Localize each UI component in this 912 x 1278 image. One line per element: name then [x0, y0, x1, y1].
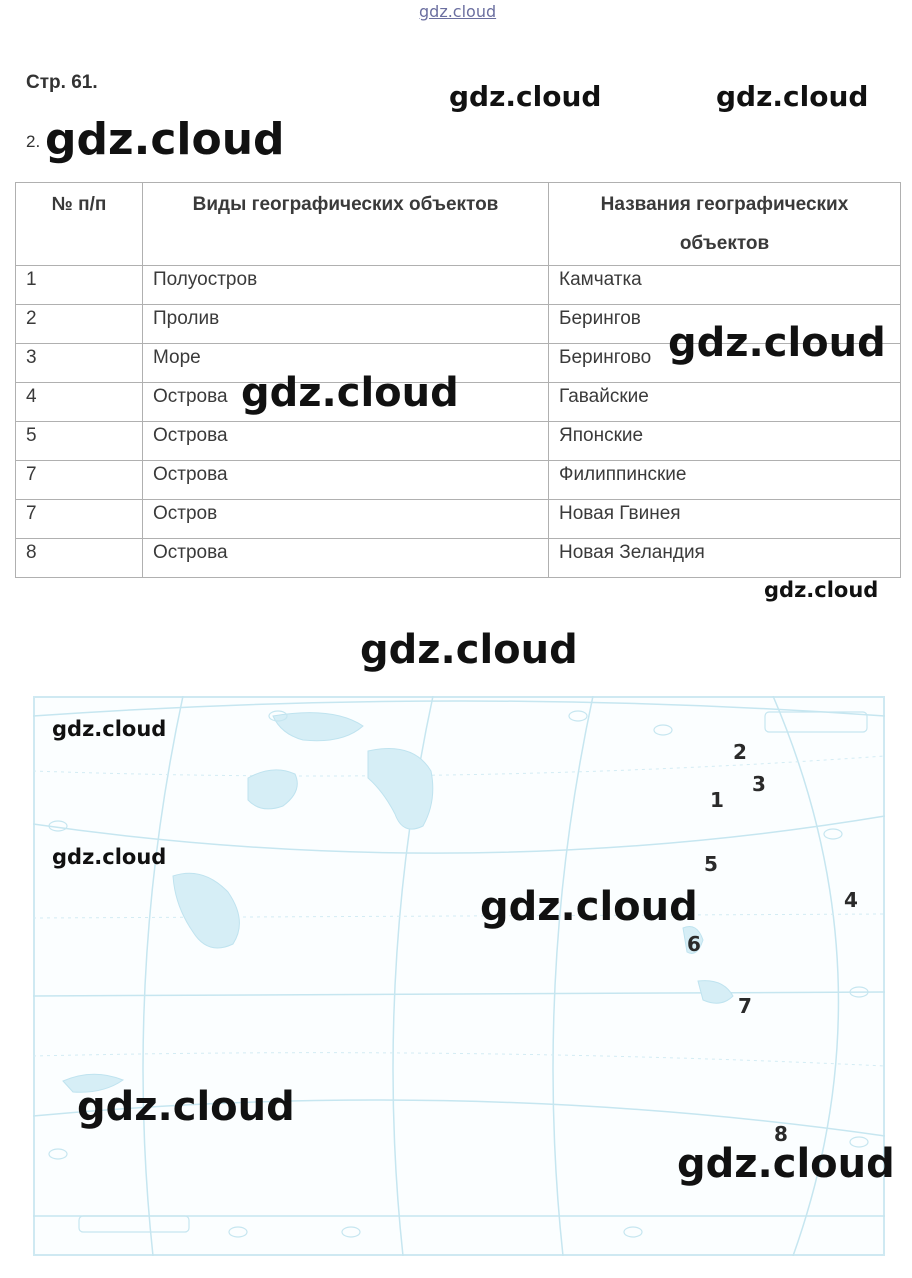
cell-number: 5 — [16, 422, 143, 461]
map-label-2: 2 — [733, 740, 747, 764]
cell-name: Камчатка — [549, 266, 901, 305]
watermark: gdz.cloud — [764, 578, 879, 602]
header-number: № п/п — [16, 183, 143, 266]
map-label-6: 6 — [687, 932, 701, 956]
watermark: gdz.cloud — [360, 627, 578, 673]
cell-number: 1 — [16, 266, 143, 305]
watermark-top[interactable]: gdz.cloud — [419, 2, 497, 21]
cell-name: Новая Зеландия — [549, 539, 901, 578]
cell-type: Море — [143, 344, 549, 383]
watermark: gdz.cloud — [716, 80, 869, 113]
cell-name: Берингово — [549, 344, 901, 383]
cell-type: Острова — [143, 422, 549, 461]
table-row — [16, 266, 901, 305]
watermark: gdz.cloud — [77, 1084, 295, 1130]
cell-number: 2 — [16, 305, 143, 344]
map-label-5: 5 — [704, 852, 718, 876]
table-row — [16, 422, 901, 461]
cell-number: 3 — [16, 344, 143, 383]
watermark: gdz.cloud — [677, 1141, 895, 1187]
map-label-8: 8 — [774, 1122, 788, 1146]
map-label-7: 7 — [738, 994, 752, 1018]
map-label-4: 4 — [844, 888, 858, 912]
map-label-3: 3 — [752, 772, 766, 796]
cell-number: 7 — [16, 461, 143, 500]
task-number: 2. — [26, 132, 41, 151]
cell-type: Пролив — [143, 305, 549, 344]
cell-type: Острова — [143, 383, 549, 422]
table-row — [16, 461, 901, 500]
watermark: gdz.cloud — [45, 114, 285, 165]
watermark: gdz.cloud — [668, 320, 886, 366]
cell-name: Новая Гвинея — [549, 500, 901, 539]
watermark: gdz.cloud — [241, 370, 459, 416]
cell-number: 8 — [16, 539, 143, 578]
cell-name: Японские — [549, 422, 901, 461]
table-header-row — [16, 183, 901, 266]
table-row — [16, 500, 901, 539]
page-title: Стр. 61. — [26, 72, 98, 93]
cell-name: Гавайские — [549, 383, 901, 422]
cell-type: Острова — [143, 539, 549, 578]
watermark: gdz.cloud — [449, 80, 602, 113]
table-row — [16, 539, 901, 578]
cell-name: Берингов — [549, 305, 901, 344]
cell-type: Острова — [143, 461, 549, 500]
cell-type: Полуостров — [143, 266, 549, 305]
watermark: gdz.cloud — [52, 717, 167, 741]
watermark: gdz.cloud — [480, 884, 698, 930]
cell-type: Остров — [143, 500, 549, 539]
watermark: gdz.cloud — [52, 845, 167, 869]
cell-number: 4 — [16, 383, 143, 422]
header-object-name: Названия географических объектов — [549, 183, 901, 266]
map-label-1: 1 — [710, 788, 724, 812]
header-object-type: Виды географических объектов — [143, 183, 549, 266]
cell-name: Филиппинские — [549, 461, 901, 500]
cell-number: 7 — [16, 500, 143, 539]
